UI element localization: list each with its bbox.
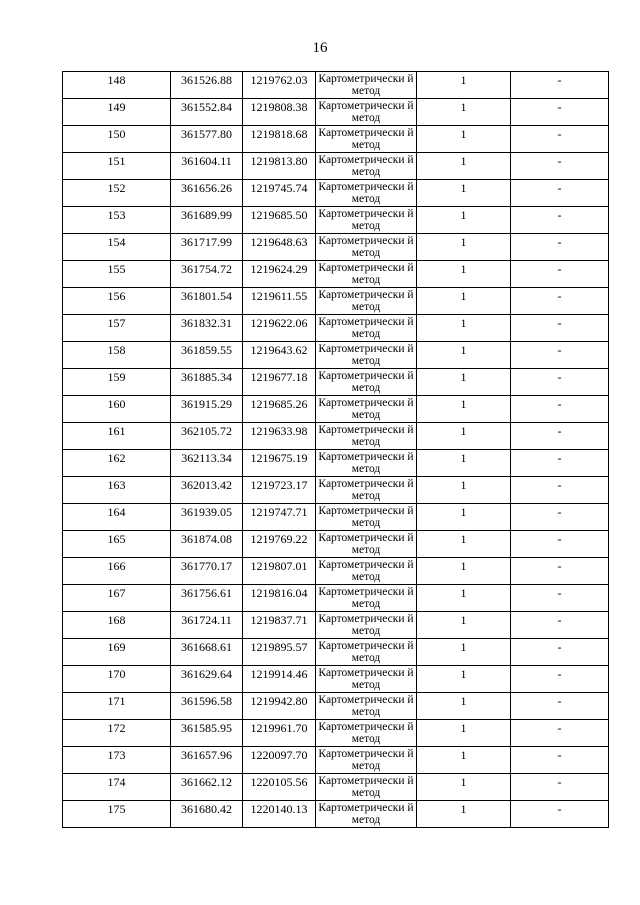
accuracy-cell: 1 xyxy=(417,126,511,153)
x-coordinate-cell: 362013.42 xyxy=(171,477,243,504)
description-cell: - xyxy=(511,126,609,153)
point-number-cell: 155 xyxy=(63,261,171,288)
method-cell: Картометрически й метод xyxy=(316,126,417,153)
x-coordinate-cell: 361756.61 xyxy=(171,585,243,612)
table-row xyxy=(63,720,609,747)
point-number-cell: 166 xyxy=(63,558,171,585)
y-coordinate-cell: 1219816.04 xyxy=(243,585,316,612)
description-cell: - xyxy=(511,612,609,639)
method-cell: Картометрически й метод xyxy=(316,99,417,126)
method-cell: Картометрически й метод xyxy=(316,801,417,828)
point-number-cell: 150 xyxy=(63,126,171,153)
method-cell: Картометрически й метод xyxy=(316,153,417,180)
y-coordinate-cell: 1219622.06 xyxy=(243,315,316,342)
x-coordinate-cell: 361656.26 xyxy=(171,180,243,207)
x-coordinate-cell: 361657.96 xyxy=(171,747,243,774)
table-row xyxy=(63,261,609,288)
description-cell: - xyxy=(511,207,609,234)
accuracy-cell: 1 xyxy=(417,720,511,747)
table-row xyxy=(63,504,609,531)
point-number-cell: 175 xyxy=(63,801,171,828)
method-cell: Картометрически й метод xyxy=(316,774,417,801)
x-coordinate-cell: 361596.58 xyxy=(171,693,243,720)
description-cell: - xyxy=(511,774,609,801)
accuracy-cell: 1 xyxy=(417,72,511,99)
accuracy-cell: 1 xyxy=(417,639,511,666)
table-row xyxy=(63,369,609,396)
point-number-cell: 158 xyxy=(63,342,171,369)
description-cell: - xyxy=(511,801,609,828)
x-coordinate-cell: 361770.17 xyxy=(171,558,243,585)
description-cell: - xyxy=(511,180,609,207)
method-cell: Картометрически й метод xyxy=(316,666,417,693)
method-cell: Картометрически й метод xyxy=(316,180,417,207)
table-row xyxy=(63,666,609,693)
method-cell: Картометрически й метод xyxy=(316,207,417,234)
y-coordinate-cell: 1219895.57 xyxy=(243,639,316,666)
method-cell: Картометрически й метод xyxy=(316,639,417,666)
point-number-cell: 167 xyxy=(63,585,171,612)
accuracy-cell: 1 xyxy=(417,315,511,342)
accuracy-cell: 1 xyxy=(417,585,511,612)
table-row xyxy=(63,423,609,450)
point-number-cell: 160 xyxy=(63,396,171,423)
accuracy-cell: 1 xyxy=(417,342,511,369)
description-cell: - xyxy=(511,450,609,477)
accuracy-cell: 1 xyxy=(417,477,511,504)
description-cell: - xyxy=(511,720,609,747)
y-coordinate-cell: 1219685.50 xyxy=(243,207,316,234)
table-row xyxy=(63,747,609,774)
table-row xyxy=(63,180,609,207)
y-coordinate-cell: 1220140.13 xyxy=(243,801,316,828)
point-number-cell: 163 xyxy=(63,477,171,504)
description-cell: - xyxy=(511,504,609,531)
table-row xyxy=(63,612,609,639)
point-number-cell: 154 xyxy=(63,234,171,261)
description-cell: - xyxy=(511,288,609,315)
accuracy-cell: 1 xyxy=(417,423,511,450)
y-coordinate-cell: 1219837.71 xyxy=(243,612,316,639)
accuracy-cell: 1 xyxy=(417,747,511,774)
accuracy-cell: 1 xyxy=(417,396,511,423)
accuracy-cell: 1 xyxy=(417,531,511,558)
x-coordinate-cell: 362105.72 xyxy=(171,423,243,450)
x-coordinate-cell: 361939.05 xyxy=(171,504,243,531)
x-coordinate-cell: 361874.08 xyxy=(171,531,243,558)
y-coordinate-cell: 1219675.19 xyxy=(243,450,316,477)
method-cell: Картометрически й метод xyxy=(316,477,417,504)
y-coordinate-cell: 1219723.17 xyxy=(243,477,316,504)
x-coordinate-cell: 361754.72 xyxy=(171,261,243,288)
x-coordinate-cell: 361662.12 xyxy=(171,774,243,801)
point-number-cell: 161 xyxy=(63,423,171,450)
x-coordinate-cell: 361915.29 xyxy=(171,396,243,423)
point-number-cell: 171 xyxy=(63,693,171,720)
method-cell: Картометрически й метод xyxy=(316,693,417,720)
accuracy-cell: 1 xyxy=(417,288,511,315)
method-cell: Картометрически й метод xyxy=(316,450,417,477)
y-coordinate-cell: 1219633.98 xyxy=(243,423,316,450)
description-cell: - xyxy=(511,99,609,126)
x-coordinate-cell: 361717.99 xyxy=(171,234,243,261)
x-coordinate-cell: 361552.84 xyxy=(171,99,243,126)
x-coordinate-cell: 361801.54 xyxy=(171,288,243,315)
accuracy-cell: 1 xyxy=(417,612,511,639)
accuracy-cell: 1 xyxy=(417,369,511,396)
y-coordinate-cell: 1220097.70 xyxy=(243,747,316,774)
table-row xyxy=(63,558,609,585)
description-cell: - xyxy=(511,72,609,99)
method-cell: Картометрически й метод xyxy=(316,531,417,558)
x-coordinate-cell: 361859.55 xyxy=(171,342,243,369)
y-coordinate-cell: 1219747.71 xyxy=(243,504,316,531)
description-cell: - xyxy=(511,693,609,720)
y-coordinate-cell: 1219808.38 xyxy=(243,99,316,126)
description-cell: - xyxy=(511,153,609,180)
description-cell: - xyxy=(511,315,609,342)
x-coordinate-cell: 361604.11 xyxy=(171,153,243,180)
x-coordinate-cell: 361832.31 xyxy=(171,315,243,342)
x-coordinate-cell: 361526.88 xyxy=(171,72,243,99)
description-cell: - xyxy=(511,369,609,396)
method-cell: Картометрически й метод xyxy=(316,261,417,288)
x-coordinate-cell: 362113.34 xyxy=(171,450,243,477)
point-number-cell: 153 xyxy=(63,207,171,234)
y-coordinate-cell: 1219677.18 xyxy=(243,369,316,396)
point-number-cell: 164 xyxy=(63,504,171,531)
description-cell: - xyxy=(511,261,609,288)
accuracy-cell: 1 xyxy=(417,99,511,126)
y-coordinate-cell: 1219818.68 xyxy=(243,126,316,153)
point-number-cell: 174 xyxy=(63,774,171,801)
y-coordinate-cell: 1219769.22 xyxy=(243,531,316,558)
y-coordinate-cell: 1219685.26 xyxy=(243,396,316,423)
description-cell: - xyxy=(511,477,609,504)
accuracy-cell: 1 xyxy=(417,261,511,288)
point-number-cell: 148 xyxy=(63,72,171,99)
table-row xyxy=(63,72,609,99)
y-coordinate-cell: 1219961.70 xyxy=(243,720,316,747)
x-coordinate-cell: 361680.42 xyxy=(171,801,243,828)
table-row xyxy=(63,153,609,180)
method-cell: Картометрически й метод xyxy=(316,342,417,369)
method-cell: Картометрически й метод xyxy=(316,369,417,396)
method-cell: Картометрически й метод xyxy=(316,396,417,423)
coordinates-table xyxy=(62,71,609,828)
y-coordinate-cell: 1219643.62 xyxy=(243,342,316,369)
description-cell: - xyxy=(511,342,609,369)
point-number-cell: 162 xyxy=(63,450,171,477)
point-number-cell: 170 xyxy=(63,666,171,693)
y-coordinate-cell: 1219624.29 xyxy=(243,261,316,288)
method-cell: Картометрически й метод xyxy=(316,504,417,531)
method-cell: Картометрически й метод xyxy=(316,72,417,99)
description-cell: - xyxy=(511,531,609,558)
point-number-cell: 149 xyxy=(63,99,171,126)
y-coordinate-cell: 1219762.03 xyxy=(243,72,316,99)
accuracy-cell: 1 xyxy=(417,180,511,207)
y-coordinate-cell: 1219611.55 xyxy=(243,288,316,315)
accuracy-cell: 1 xyxy=(417,234,511,261)
table-row xyxy=(63,450,609,477)
method-cell: Картометрически й метод xyxy=(316,612,417,639)
accuracy-cell: 1 xyxy=(417,774,511,801)
method-cell: Картометрически й метод xyxy=(316,720,417,747)
accuracy-cell: 1 xyxy=(417,153,511,180)
description-cell: - xyxy=(511,423,609,450)
x-coordinate-cell: 361585.95 xyxy=(171,720,243,747)
point-number-cell: 156 xyxy=(63,288,171,315)
table-row xyxy=(63,801,609,828)
y-coordinate-cell: 1220105.56 xyxy=(243,774,316,801)
method-cell: Картометрически й метод xyxy=(316,747,417,774)
accuracy-cell: 1 xyxy=(417,558,511,585)
point-number-cell: 151 xyxy=(63,153,171,180)
x-coordinate-cell: 361629.64 xyxy=(171,666,243,693)
description-cell: - xyxy=(511,585,609,612)
x-coordinate-cell: 361885.34 xyxy=(171,369,243,396)
x-coordinate-cell: 361724.11 xyxy=(171,612,243,639)
point-number-cell: 169 xyxy=(63,639,171,666)
table-row xyxy=(63,477,609,504)
table-row xyxy=(63,315,609,342)
accuracy-cell: 1 xyxy=(417,207,511,234)
table-row xyxy=(63,234,609,261)
description-cell: - xyxy=(511,396,609,423)
table-row xyxy=(63,693,609,720)
point-number-cell: 152 xyxy=(63,180,171,207)
description-cell: - xyxy=(511,666,609,693)
y-coordinate-cell: 1219745.74 xyxy=(243,180,316,207)
description-cell: - xyxy=(511,558,609,585)
y-coordinate-cell: 1219914.46 xyxy=(243,666,316,693)
method-cell: Картометрически й метод xyxy=(316,585,417,612)
table-row xyxy=(63,585,609,612)
description-cell: - xyxy=(511,747,609,774)
method-cell: Картометрически й метод xyxy=(316,558,417,585)
x-coordinate-cell: 361668.61 xyxy=(171,639,243,666)
page-number: 16 xyxy=(312,40,328,56)
y-coordinate-cell: 1219648.63 xyxy=(243,234,316,261)
table-row xyxy=(63,396,609,423)
table-row xyxy=(63,207,609,234)
x-coordinate-cell: 361689.99 xyxy=(171,207,243,234)
method-cell: Картометрически й метод xyxy=(316,315,417,342)
x-coordinate-cell: 361577.80 xyxy=(171,126,243,153)
table-row xyxy=(63,288,609,315)
point-number-cell: 168 xyxy=(63,612,171,639)
method-cell: Картометрически й метод xyxy=(316,288,417,315)
point-number-cell: 173 xyxy=(63,747,171,774)
point-number-cell: 157 xyxy=(63,315,171,342)
point-number-cell: 159 xyxy=(63,369,171,396)
description-cell: - xyxy=(511,639,609,666)
method-cell: Картометрически й метод xyxy=(316,423,417,450)
table-row xyxy=(63,126,609,153)
coordinates-table-body xyxy=(63,72,609,828)
table-row xyxy=(63,342,609,369)
accuracy-cell: 1 xyxy=(417,693,511,720)
table-row xyxy=(63,531,609,558)
accuracy-cell: 1 xyxy=(417,666,511,693)
table-row xyxy=(63,774,609,801)
accuracy-cell: 1 xyxy=(417,504,511,531)
description-cell: - xyxy=(511,234,609,261)
y-coordinate-cell: 1219942.80 xyxy=(243,693,316,720)
point-number-cell: 165 xyxy=(63,531,171,558)
y-coordinate-cell: 1219807.01 xyxy=(243,558,316,585)
table-row xyxy=(63,99,609,126)
y-coordinate-cell: 1219813.80 xyxy=(243,153,316,180)
table-row xyxy=(63,639,609,666)
method-cell: Картометрически й метод xyxy=(316,234,417,261)
point-number-cell: 172 xyxy=(63,720,171,747)
accuracy-cell: 1 xyxy=(417,450,511,477)
accuracy-cell: 1 xyxy=(417,801,511,828)
